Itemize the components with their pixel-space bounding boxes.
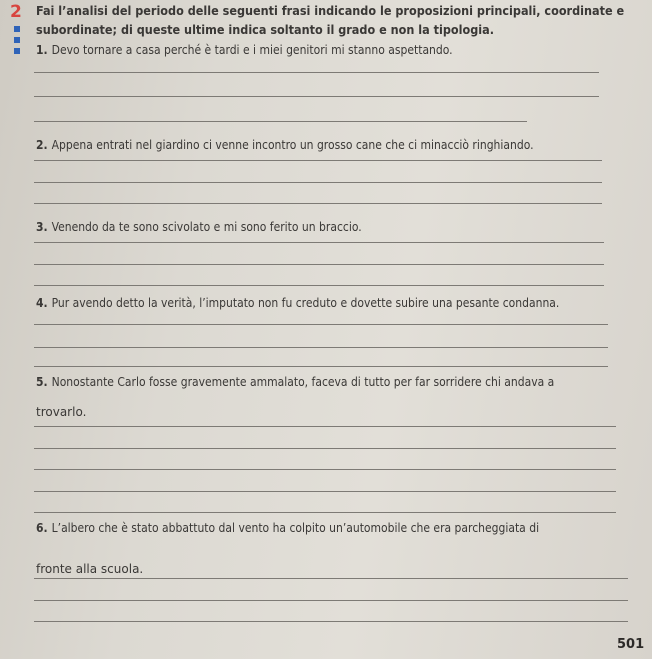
item-number: 5. (36, 375, 48, 389)
sentence-item-2 (36, 138, 636, 152)
answer-line[interactable] (34, 160, 602, 161)
answer-line[interactable] (34, 491, 616, 492)
item-text: L’albero che è stato abbattuto dal vento ha colpito un’automobile che era parcheggiata di (51, 521, 540, 535)
sentence-item-5 (36, 375, 636, 389)
sentence-item-3 (36, 220, 636, 234)
item-continuation: fronte alla scuola. (36, 562, 144, 576)
answer-line[interactable] (34, 182, 602, 183)
answer-line[interactable] (34, 347, 608, 348)
answer-line[interactable] (34, 600, 628, 601)
answer-line[interactable] (34, 448, 616, 449)
item-number: 4. (36, 296, 48, 310)
item-text: Venendo da te sono scivolato e mi sono ferito un braccio. (51, 220, 362, 234)
sentence-item-1 (36, 43, 636, 57)
exercise-instruction (36, 2, 636, 39)
answer-line[interactable] (34, 285, 604, 286)
instruction-line-2: subordinate; di queste ultime indica soltanto il grado e non la tipologia. (36, 22, 494, 37)
exercise-number: 2 (10, 2, 22, 22)
answer-line[interactable] (34, 121, 527, 122)
item-continuation: trovarlo. (36, 405, 87, 419)
answer-line[interactable] (34, 512, 616, 513)
instruction-line-1: Fai l’analisi del periodo delle seguenti frasi indicando le proposizioni principali, coordinate e (36, 3, 625, 18)
answer-line[interactable] (34, 96, 599, 97)
marker-square-icon (14, 26, 20, 32)
item-number: 3. (36, 220, 48, 234)
answer-line[interactable] (34, 242, 604, 243)
answer-line[interactable] (34, 426, 616, 427)
exercise-marker-squares (14, 26, 20, 59)
sentence-item-6 (36, 521, 641, 535)
item-text: Nonostante Carlo fosse gravemente ammalato, faceva di tutto per far sorridere chi andava a (51, 375, 555, 389)
answer-line[interactable] (34, 621, 628, 622)
item-text: Appena entrati nel giardino ci venne incontro un grosso cane che ci minacciò ringhiando. (51, 138, 534, 152)
item-text: Devo tornare a casa perché è tardi e i miei genitori mi stanno aspettando. (51, 43, 453, 57)
page-number: 501 (617, 637, 645, 652)
item-number: 2. (36, 138, 48, 152)
marker-square-icon (14, 37, 20, 43)
item-number: 1. (36, 43, 48, 57)
answer-line[interactable] (34, 469, 616, 470)
answer-line[interactable] (34, 72, 599, 73)
answer-line[interactable] (34, 366, 608, 367)
sentence-item-4 (36, 296, 636, 310)
answer-line[interactable] (34, 203, 602, 204)
item-text: Pur avendo detto la verità, l’imputato non fu creduto e dovette subire una pesante condanna. (51, 296, 560, 310)
answer-line[interactable] (34, 578, 628, 579)
marker-square-icon (14, 48, 20, 54)
answer-line[interactable] (34, 264, 604, 265)
answer-line[interactable] (34, 324, 608, 325)
item-number: 6. (36, 521, 48, 535)
